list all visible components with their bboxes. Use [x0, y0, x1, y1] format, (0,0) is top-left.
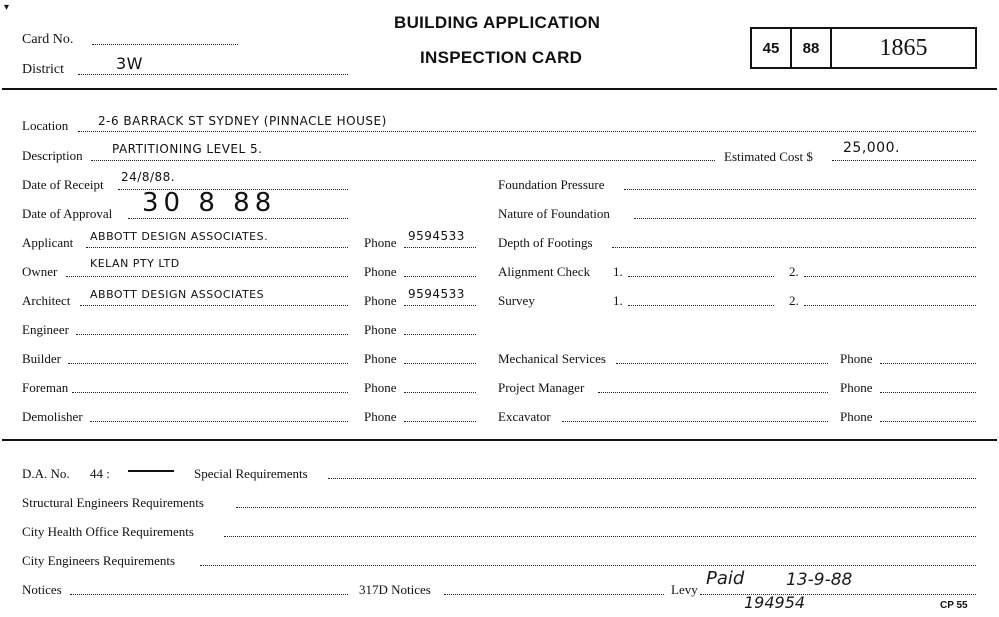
city-engineers-field[interactable]	[200, 565, 976, 566]
date-of-approval-label: Date of Approval	[22, 206, 113, 221]
alignment-check-label: Alignment Check	[498, 264, 591, 279]
alignment-check-field-2[interactable]	[804, 276, 976, 277]
mechanical-services-phone-field[interactable]	[880, 363, 976, 364]
architect-phone-label: Phone	[364, 293, 397, 308]
foundation-pressure-label: Foundation Pressure	[498, 177, 605, 192]
owner-phone-label: Phone	[364, 264, 397, 279]
description-field[interactable]	[91, 160, 715, 161]
location-field[interactable]	[78, 131, 976, 132]
project-manager-label: Project Manager	[498, 380, 585, 395]
form-title-line1: BUILDING APPLICATION	[394, 13, 601, 32]
builder-label: Builder	[22, 351, 61, 366]
form-code: CP 55	[940, 600, 968, 611]
description-value: PARTITIONING LEVEL 5.	[112, 142, 263, 156]
notices-317d-label: 317D Notices	[359, 582, 431, 597]
estimated-cost-label: Estimated Cost $	[724, 149, 813, 164]
date-of-receipt-value: 24/8/88.	[121, 170, 176, 184]
engineer-field[interactable]	[76, 334, 348, 335]
owner-label: Owner	[22, 264, 58, 279]
applicant-phone-field[interactable]	[404, 247, 476, 248]
architect-value: ABBOTT DESIGN ASSOCIATES	[90, 288, 265, 301]
alignment-check-field-1[interactable]	[628, 276, 774, 277]
notices-317d-field[interactable]	[444, 594, 664, 595]
applicant-phone-value: 9594533	[408, 229, 465, 243]
ref-cell-3: 1865	[879, 34, 928, 61]
foreman-phone-field[interactable]	[404, 392, 476, 393]
alignment-check-num2: 2.	[789, 264, 799, 279]
estimated-cost-field[interactable]	[832, 160, 976, 161]
location-value: 2-6 BARRACK ST SYDNEY (PINNACLE HOUSE)	[98, 114, 387, 128]
builder-phone-field[interactable]	[404, 363, 476, 364]
depth-of-footings-field[interactable]	[612, 247, 976, 248]
demolisher-phone-field[interactable]	[404, 421, 476, 422]
city-health-label: City Health Office Requirements	[22, 524, 194, 539]
special-requirements-label: Special Requirements	[194, 466, 308, 481]
structural-engineers-label: Structural Engineers Requirements	[22, 495, 204, 510]
engineer-phone-label: Phone	[364, 322, 397, 337]
demolisher-phone-label: Phone	[364, 409, 397, 424]
survey-num2: 2.	[789, 293, 799, 308]
builder-field[interactable]	[68, 363, 348, 364]
mechanical-services-label: Mechanical Services	[498, 351, 606, 366]
foundation-pressure-field[interactable]	[624, 189, 976, 190]
applicant-value: ABBOTT DESIGN ASSOCIATES.	[90, 230, 269, 243]
structural-engineers-field[interactable]	[236, 507, 976, 508]
alignment-check-num1: 1.	[613, 264, 623, 279]
applicant-phone-label: Phone	[364, 235, 397, 250]
survey-label: Survey	[498, 293, 535, 308]
levy-date-value: 13-9-88	[786, 570, 853, 590]
notices-field[interactable]	[70, 594, 348, 595]
applicant-label: Applicant	[22, 235, 74, 250]
special-requirements-field[interactable]	[328, 478, 976, 479]
depth-of-footings-label: Depth of Footings	[498, 235, 593, 250]
reference-number-box	[750, 27, 977, 69]
foreman-label: Foreman	[22, 380, 69, 395]
owner-field[interactable]	[66, 276, 348, 277]
survey-num1: 1.	[613, 293, 623, 308]
da-no-value: 44 :	[90, 466, 110, 481]
divider-top	[2, 88, 997, 90]
corner-mark: ▾	[4, 2, 10, 13]
ref-cell-1: 45	[752, 29, 792, 67]
mechanical-services-phone-label: Phone	[840, 351, 873, 366]
da-no-label: D.A. No.	[22, 466, 70, 481]
city-health-field[interactable]	[224, 536, 976, 537]
owner-value: KELAN PTY LTD	[90, 257, 180, 270]
excavator-field[interactable]	[562, 421, 828, 422]
mechanical-services-field[interactable]	[616, 363, 828, 364]
owner-phone-field[interactable]	[404, 276, 476, 277]
applicant-field[interactable]	[86, 247, 348, 248]
card-no-label: Card No.	[22, 32, 74, 47]
ref-cell-2: 88	[792, 29, 832, 67]
district-value: 3W	[116, 54, 143, 73]
project-manager-field[interactable]	[598, 392, 828, 393]
builder-phone-label: Phone	[364, 351, 397, 366]
district-field[interactable]	[78, 74, 348, 75]
architect-phone-field[interactable]	[404, 305, 476, 306]
notices-label: Notices	[22, 582, 62, 597]
architect-label: Architect	[22, 293, 71, 308]
foreman-field[interactable]	[72, 392, 348, 393]
architect-phone-value: 9594533	[408, 287, 465, 301]
excavator-phone-label: Phone	[840, 409, 873, 424]
card-no-field[interactable]	[92, 44, 238, 45]
divider-middle	[2, 439, 997, 441]
date-of-approval-field[interactable]	[128, 218, 348, 219]
survey-field-2[interactable]	[804, 305, 976, 306]
estimated-cost-value: 25,000.	[843, 140, 900, 156]
project-manager-phone-field[interactable]	[880, 392, 976, 393]
form-title-line2: INSPECTION CARD	[420, 48, 583, 67]
date-of-receipt-label: Date of Receipt	[22, 177, 104, 192]
excavator-phone-field[interactable]	[880, 421, 976, 422]
da-no-dash	[128, 470, 174, 472]
demolisher-field[interactable]	[90, 421, 348, 422]
excavator-label: Excavator	[498, 409, 551, 424]
levy-label: Levy	[671, 582, 698, 597]
location-label: Location	[22, 118, 69, 133]
levy-field[interactable]	[700, 594, 976, 595]
date-of-approval-value: 30 8 88	[142, 188, 277, 218]
survey-field-1[interactable]	[628, 305, 774, 306]
levy-number-value: 194954	[744, 593, 806, 612]
demolisher-label: Demolisher	[22, 409, 83, 424]
district-label: District	[22, 62, 64, 77]
engineer-label: Engineer	[22, 322, 69, 337]
engineer-phone-field[interactable]	[404, 334, 476, 335]
nature-of-foundation-label: Nature of Foundation	[498, 206, 610, 221]
levy-paid-value: Paid	[706, 568, 745, 589]
foreman-phone-label: Phone	[364, 380, 397, 395]
nature-of-foundation-field[interactable]	[634, 218, 976, 219]
description-label: Description	[22, 148, 83, 163]
project-manager-phone-label: Phone	[840, 380, 873, 395]
architect-field[interactable]	[80, 305, 348, 306]
city-engineers-label: City Engineers Requirements	[22, 553, 176, 568]
